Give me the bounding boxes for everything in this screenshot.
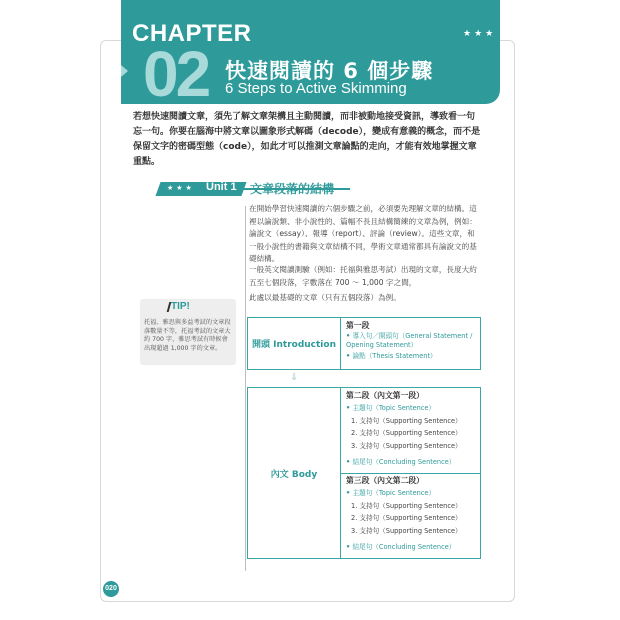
arrow-marker-icon [121,65,128,77]
list-item: 3. 支持句（Supporting Sentence） [351,526,462,535]
intro-paragraph: 若想快速閱讀文章，須先了解文章架構且主動閱讀，而非被動地接受資訊，導致看一句忘一句。你要在腦海中將文章以圖象形式解碼（decode），變成有意義的概念，而不是保留文字的密碼型態（code），如此才可以推測文章論點的走向，才能有效地掌握文章重點。 [133,112,481,167]
body-paragraph-3: 此處以最基礎的文章（只有五個段落）為例。 [249,293,401,302]
list-item: 1. 支持句（Supporting Sentence） [351,501,462,510]
introduction-heading: 開頭 Introduction [252,340,336,350]
column-divider [245,206,246,571]
paragraph-title: 第二段（內文第一段） [346,391,424,400]
list-item: • 主題句（Topic Sentence） [346,489,436,498]
unit-label: Unit 1 [206,181,237,193]
box-divider [340,318,341,369]
unit-stars-icon: ★★★ [167,184,195,192]
body-section-1 [346,390,478,468]
unit-title: 文章段落的結構 [250,182,335,196]
chapter-word: CHAPTER [132,20,252,47]
list-item: 3. 支持句（Supporting Sentence） [351,441,462,450]
box-divider [340,473,480,474]
list-item: 2. 支持句（Supporting Sentence） [351,514,462,523]
body-paragraph-2: 一般英文閱讀測驗（例如：托福與雅思考試）出現的文章，長度大約五至七個段落，字數落在 700 ～ 1,000 字之間， [249,265,477,287]
page-number: 020 [103,581,119,597]
list-item: • 結尾句（Concluding Sentence） [346,458,456,467]
body-section-2 [346,475,478,553]
introduction-box [247,317,481,370]
paragraph-title: 第一段 [346,321,370,330]
body-box [247,387,481,559]
list-item: • 導入句／開頭句（General Statement / Opening Statement） [346,332,473,350]
body-paragraph-1: 在開始學習快速閱讀的六個步驟之前，必須要先理解文章的結構。這裡以論說類、非小說性的、篇幅不長且結構簡練的文章為例，例如：論說文（essay）、報導（report）、評論（review）。這些文章，和一般小說性的書籍與文章結構不同，學術文章通常都具有論說文的基礎結構。 [249,204,477,263]
list-item: • 主題句（Topic Sentence） [346,404,436,413]
header-stars-icon: ★★★ [463,29,497,39]
chapter-title-en: 6 Steps to Active Skimming [225,80,407,97]
chapter-number: 02 [143,38,209,110]
body-heading: 內文 Body [270,470,318,480]
chapter-title-zh: 快速閱讀的 6 個步驟 [225,59,434,83]
introduction-cell [346,320,478,363]
paragraph-title: 第三段（內文第二段） [346,476,424,485]
down-arrow-icon: ⇓ [290,372,299,383]
tip-text: 托福、雅思與多益考試的文章段落數量不等，托福考試的文章大約 700 字，雅思考試有時候會出現超過 1,000 字的文章。 [144,319,231,352]
list-item: • 結尾句（Concluding Sentence） [346,543,456,552]
list-item: • 論點（Thesis Statement） [346,352,437,361]
list-item: 2. 支持句（Supporting Sentence） [351,429,462,438]
list-item: 1. 支持句（Supporting Sentence） [351,416,462,425]
tip-label: TIP! [171,301,190,312]
